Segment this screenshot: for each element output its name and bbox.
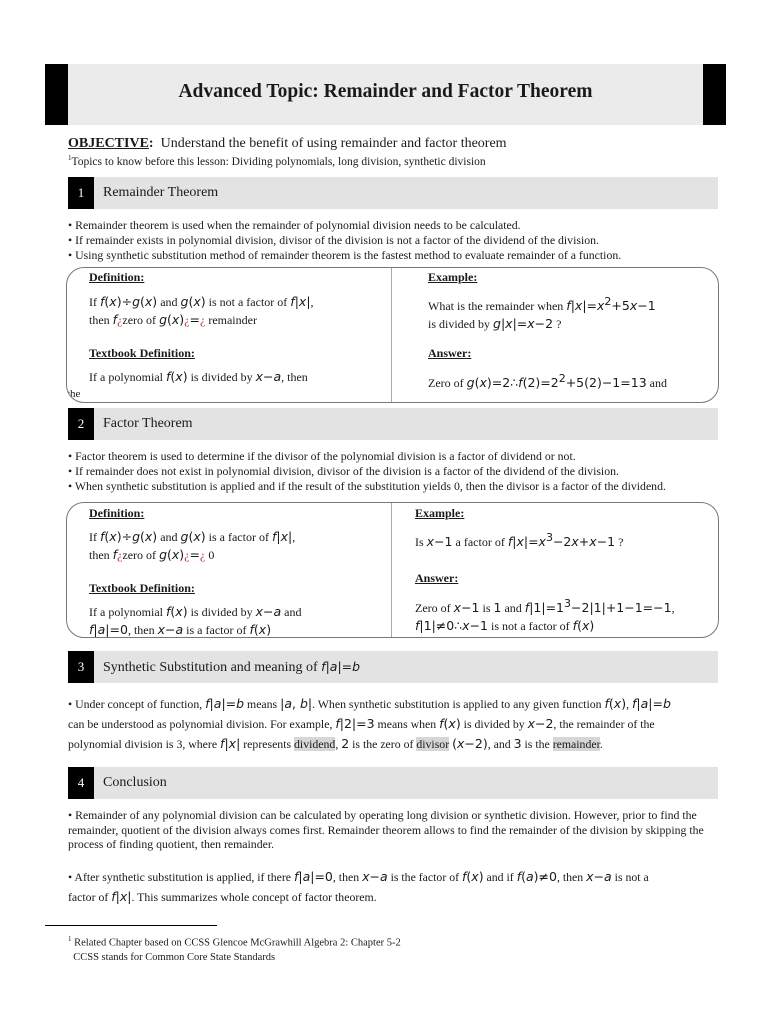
footnote <box>68 932 401 965</box>
remainder-textbook-overflow: the <box>67 388 81 400</box>
conclusion-paragraph-2: • After synthetic substitution is applied, if there f|a|=0, then x−a is the factor of f(x) and if f(a)≠0, then x−a is not a factor of f|x|. This summarizes whole concept of factor theorem. <box>68 869 649 904</box>
factor-bullets <box>68 449 723 494</box>
synthetic-paragraph: • Under concept of function, f|a|=b means |a, b|. When synthetic substitution is applied to any given function f(x), f|a|=b can be understood as polynomial division. For example, f|2|=3 means when f(x) is divided by x−2, the remainder of the polynomial division is 3, where f|x| represents dividend, 2 is the zero of divisor (x−2), and 3 is the remainder. <box>68 696 671 751</box>
objective: OBJECTIVE: Understand the benefit of using remainder and factor theorem <box>68 136 507 151</box>
bullet: • When synthetic substitution is applied and if the result of the substitution yields 0, then the divisor is a factor of the dividend. <box>68 479 666 493</box>
conclusion-paragraph-1: • Remainder of any polynomial division can be calculated by operating long division or synthetic division. However, prior to find the remainder, quotient of the division always comes first. Remainder theorem allows to find the remainder of the division by skipping the process of finding quotient, then remainder. <box>68 808 704 851</box>
factor-example: Is x−1 a factor of $f|x|=x^3-2x+x-1$ ? <box>415 531 624 549</box>
remainder-bullets <box>68 218 723 263</box>
page-title: Advanced Topic: Remainder and Factor Theorem <box>178 81 593 102</box>
factor-example-heading: Example: <box>415 506 465 520</box>
section-4-title: Conclusion <box>103 775 167 790</box>
bullet: • Remainder theorem is used when the remainder of polynomial division needs to be calculated. <box>68 218 521 232</box>
factor-textbook-heading: Textbook Definition: <box>89 581 195 595</box>
footnote-line-2: CCSS stands for Common Core State Standards <box>73 951 276 963</box>
remainder-definition: If f(x)÷g(x) and g(x) is not a factor of f|x|, then f¿zero of g(x)¿=¿ remainder <box>89 294 314 327</box>
remainder-answer-heading: Answer: <box>428 346 472 360</box>
prerequisites <box>68 154 486 168</box>
bullet: • Factor theorem is used to determine if the divisor of the polynomial division is a factor of dividend or not. <box>68 449 576 463</box>
section-2-number: 2 <box>68 408 94 440</box>
objective-label: OBJECTIVE <box>68 136 149 151</box>
section-1-title: Remainder Theorem <box>103 185 219 200</box>
remainder-example-heading: Example: <box>428 270 478 284</box>
bullet: • If remainder does not exist in polynomial division, divisor of the division is a factor of the dividend of the division. <box>68 464 619 478</box>
remainder-answer: Zero of $g(x)=2\therefore f(2)=2^2+5(2)-1=13$ and <box>428 372 667 390</box>
section-1-number: 1 <box>68 177 94 209</box>
title-bar-right <box>703 64 726 125</box>
remainder-theorem-box <box>66 267 719 403</box>
footnote-line-1: Related Chapter based on CCSS Glencoe McGrawhill Algebra 2: Chapter 5-2 <box>74 937 401 949</box>
bullet: • Using synthetic substitution method of remainder theorem is the fastest method to evaluate remainder of a function. <box>68 248 622 262</box>
section-3-title: Synthetic Substitution and meaning of f|a|=b <box>103 659 361 675</box>
section-1-header <box>68 177 718 209</box>
box-divider <box>391 503 392 637</box>
prereq-footnote-mark: 1 <box>68 154 72 162</box>
section-4-header <box>68 767 718 799</box>
factor-definition: If f(x)÷g(x) and g(x) is a factor of f|x|, then f¿zero of g(x)¿=¿ 0 <box>89 529 296 562</box>
factor-theorem-box <box>66 502 719 638</box>
section-3-header <box>68 651 718 683</box>
box-divider <box>391 268 392 402</box>
objective-text: Understand the benefit of using remainder and factor theorem <box>160 136 507 151</box>
remainder-definition-heading: Definition: <box>89 270 145 284</box>
bullet: • If remainder exists in polynomial division, divisor of the division is not a factor of the dividend of the division. <box>68 233 599 247</box>
factor-answer-heading: Answer: <box>415 571 459 585</box>
remainder-example: What is the remainder when $f|x|=x^2+5x-1$ is divided by g|x|=x−2 ? <box>428 295 656 331</box>
section-3-number: 3 <box>68 651 94 683</box>
section-2-header <box>68 408 718 440</box>
footnote-separator <box>45 925 217 926</box>
title-banner <box>45 64 726 125</box>
section-2-title: Factor Theorem <box>103 416 193 431</box>
prereq-text: Topics to know before this lesson: Dividing polynomials, long division, synthetic division <box>71 155 486 168</box>
factor-textbook-definition: If a polynomial f(x) is divided by x−a and f|a|=0, then x−a is a factor of f(x) <box>89 604 302 637</box>
section-4-number: 4 <box>68 767 94 799</box>
footnote-mark: 1 <box>68 935 72 943</box>
remainder-textbook-heading: Textbook Definition: <box>89 346 195 360</box>
remainder-textbook-definition: If a polynomial f(x) is divided by x−a, then <box>89 369 308 384</box>
factor-answer: Zero of x−1 is 1 and $f|1|=1^3-2|1|+1-1=-1$, f|1|≠0∴x−1 is not a factor of f(x) <box>415 597 675 633</box>
factor-definition-heading: Definition: <box>89 506 145 520</box>
